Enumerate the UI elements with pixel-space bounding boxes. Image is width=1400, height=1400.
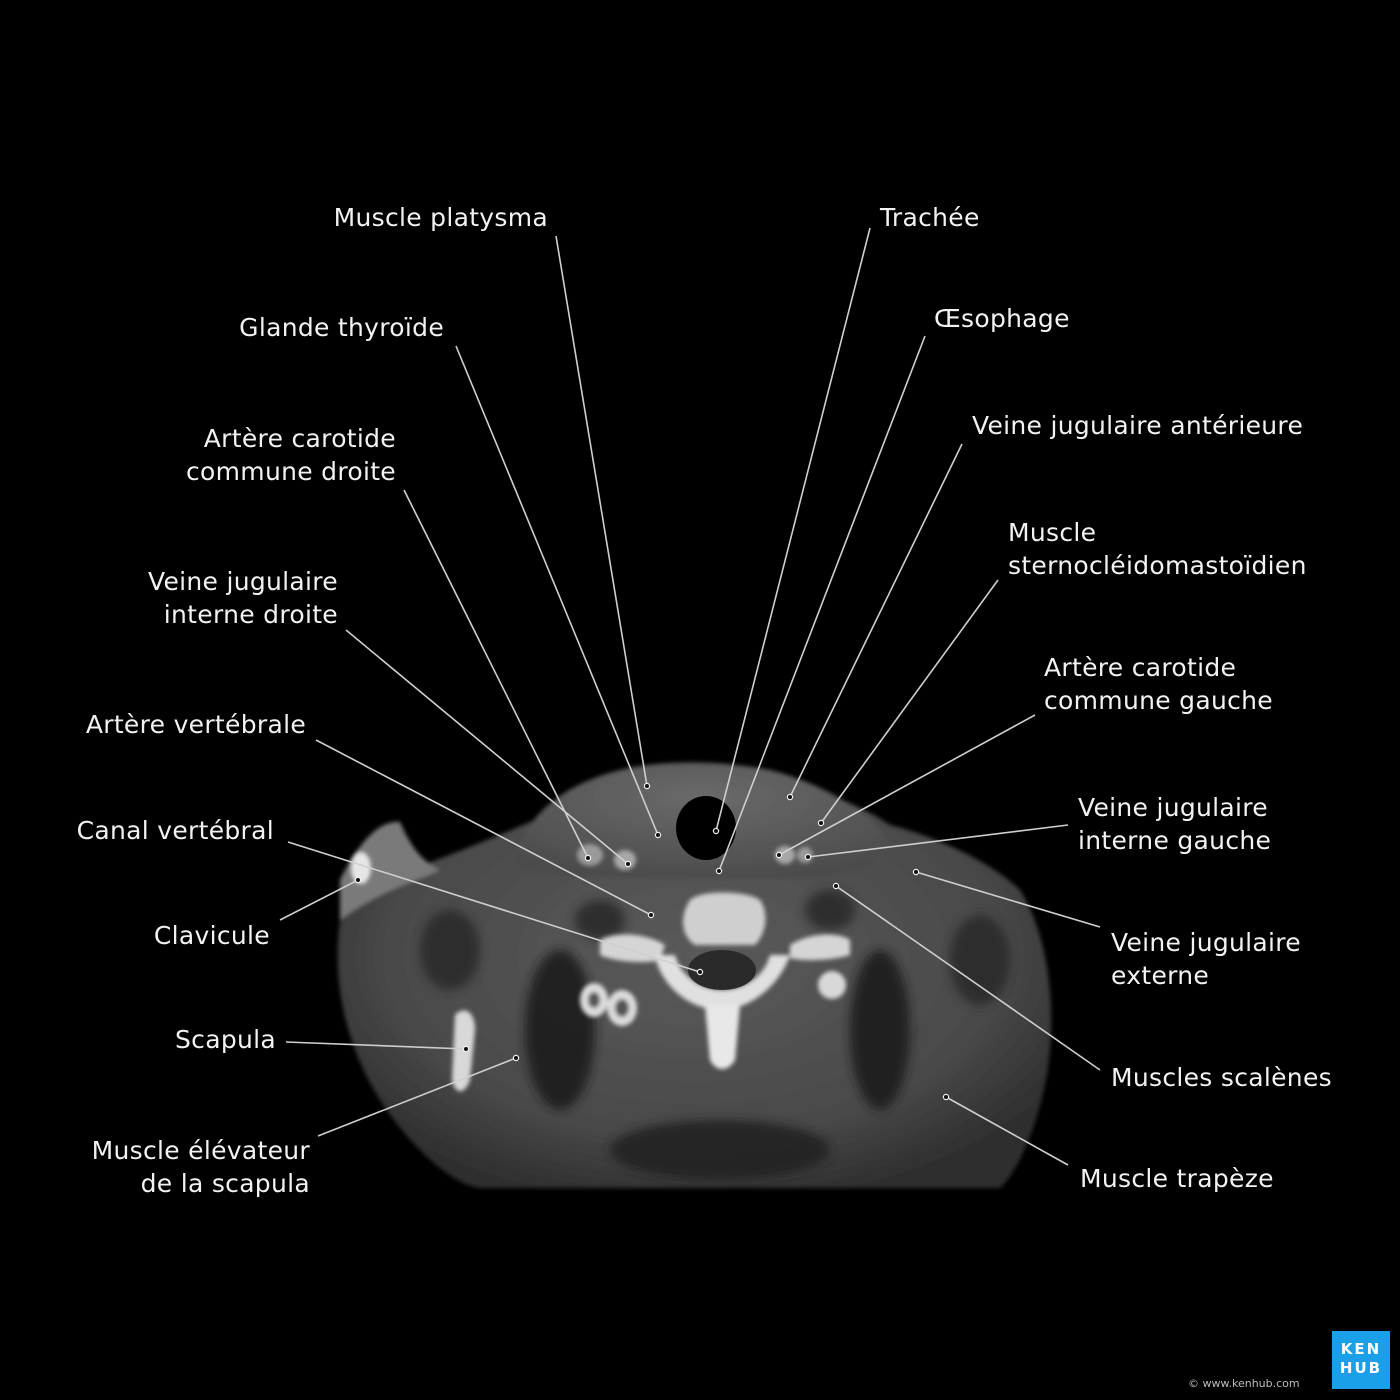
label-muscle-trapeze: Muscle trapèze: [1080, 1164, 1274, 1193]
label-scapula: Scapula: [174, 1025, 276, 1054]
label-muscle-sternocleidomastoidien: Muscle sternocléidomastoïdien: [1008, 518, 1307, 580]
kenhub-logo[interactable]: KEN HUB: [1332, 1331, 1390, 1389]
label-artere-carotide-droite: Artère carotide commune droite: [186, 424, 396, 486]
label-artere-vertebrale: Artère vertébrale: [85, 710, 306, 739]
label-muscles-scalenes: Muscles scalènes: [1111, 1063, 1332, 1092]
label-trachee: Trachée: [880, 203, 980, 232]
label-muscle-elevateur-scapula: Muscle élévateur de la scapula: [91, 1136, 310, 1198]
label-canal-vertebral: Canal vertébral: [76, 816, 274, 845]
label-oesophage: Œsophage: [934, 304, 1070, 333]
label-veine-jugulaire-interne-droite: Veine jugulaire interne droite: [148, 567, 338, 629]
label-artere-carotide-gauche: Artère carotide commune gauche: [1044, 653, 1273, 715]
label-veine-jugulaire-interne-gauche: Veine jugulaire interne gauche: [1078, 793, 1272, 855]
label-glande-thyroide: Glande thyroïde: [239, 313, 444, 342]
label-muscle-platysma: Muscle platysma: [333, 203, 548, 232]
label-veine-jugulaire-anterieure: Veine jugulaire antérieure: [972, 411, 1304, 440]
label-veine-jugulaire-externe: Veine jugulaire externe: [1111, 928, 1301, 990]
label-clavicule: Clavicule: [153, 921, 270, 950]
copyright-text: © www.kenhub.com: [1188, 1377, 1300, 1390]
